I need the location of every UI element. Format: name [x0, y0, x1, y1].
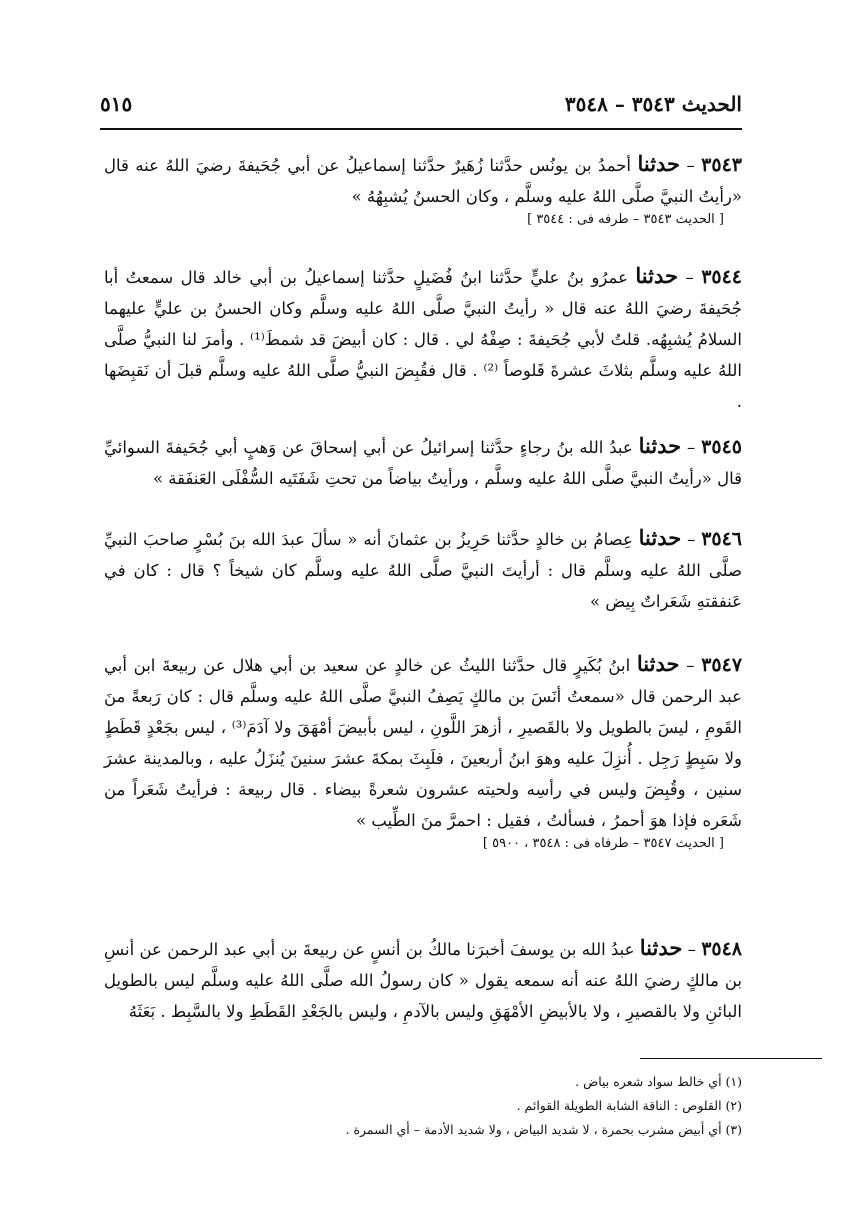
hadith-3547: ٣٥٤٧ – حدثنا ابنُ بُكَيرٍ قال حدَّثنا الليثُ عن خالدٍ عن سعيد بن أبي هلال عن ربيعةَ ابن أبي عبد الرحمن قال «سمعتُ أنَسَ بن مالكٍ يَصِفُ النبيَّ صلَّى اللهُ عليه وسلَّم قال : كان رَبعةً منَ القَومِ ، ليسَ بالطويل ولا بالقَصيرِ ، أزهرَ اللَّونِ ، ليس بأبيضَ أمْهَقَ ولا آدَمَ⁽³⁾ ، ليس بجَعْدٍ قَطَطٍ ولا سَبِطٍ رَجِل . أُنزِلَ عليه وهوَ ابنُ أربعينَ ، فلَبِثَ بمكةَ عشرَ سنينَ يُنزَلُ عليه ، وبالمدينة عشرَ سنين ، وقُبِضَ وليس في رأسِه ولحيته عشرون شعرةً بيضاء . قال ربيعة : فرأيتُ شَعَراً من شَعَره فإذا هوَ أحمرُ ، فسألتُ ، فقيل : احمرَّ منَ الطِّيب » [ الحديث ٣٥٤٧ – طرفاه فى : ٣٥٤٨ ، ٥٩٠٠ ] — [104, 648, 742, 854]
page-title: الحديث ٣٥٤٣ – ٣٥٤٨ — [564, 92, 742, 116]
hadith-label: حدثنا — [638, 433, 682, 458]
hadith-3548: ٣٥٤٨ – حدثنا عبدُ الله بن يوسفَ أخبرَنا مالكُ بن أنسٍ عن ربيعةَ بن أبي عبد الرحمن عن أنسِ بن مالكٍ رضيَ اللهُ عنه أنه سمعه يقول « كان رسولُ الله صلَّى اللهُ عليه وسلَّم ليس بالطويل البائنِ ولا بالقصيرِ ، ولا بالأبيضِ الأمْهَقِ وليس بالآدمِ ، وليس بالجَعْدِ القَطَطِ ولا بالسَّبِط . بَعَثَهُ — [104, 935, 743, 1021]
footnotes — [180, 1070, 742, 1142]
hadith-label: حدثنا — [638, 525, 682, 550]
hadith-text: عمرُو بنُ عليٍّ حدَّثنا ابنُ فُضَيلٍ حدَّثنا إسماعيلُ بن أبي خالد قال سمعتُ أبا جُحَيفةَ رضيَ اللهُ عنه قال « رأيتُ النبيَّ صلَّى اللهُ عليه وسلَّم وكان الحسنُ بن عليٍّ عليهما السلامُ يُشبِهُه. قلتُ لأبي جُحَيفةَ : صِفْهُ لي . قال : كان أبيضَ قد شمطَ⁽¹⁾ . وأمرَ لنا النبيُّ صلَّى اللهُ عليه وسلَّم بثلاثَ عشرةَ قَلوصاً ⁽²⁾ . قال فقُبِضَ النبيُّ صلَّى اللهُ عليه وسلَّم قبلَ أن نَقبِضَها . — [104, 268, 742, 411]
hadith-text: عبدُ الله بنُ رجاءٍ حدَّثنا إسرائيلُ عن أبي إسحاقَ عن وَهبٍ أبي جُحَيفةَ السوائيِّ قال «رأيتُ النبيَّ صلَّى اللهُ عليه وسلَّم ، ورأيتُ بياضاً من تحتِ شَفَتَيه السُّفْلَى العَنفَقة » — [104, 438, 742, 488]
hadith-label: حدثنا — [639, 935, 683, 960]
hadith-xref: [ الحديث ٣٥٤٧ – طرفاه فى : ٣٥٤٨ ، ٥٩٠٠ ] — [482, 836, 724, 851]
hadith-text: عِصامُ بن خالدٍ حدَّثنا حَرِيزُ بن عثمانَ أنه « سألَ عبدَ الله بنَ بُسْرٍ صاحبَ النبيِّ صلَّى اللهُ عليه وسلَّم قال : أرأيتَ النبيَّ صلَّى اللهُ عليه وسلَّم كان شيخاً ؟ قال : كان في عَنفقتهِ شَعَراتٌ بِيض » — [104, 530, 742, 611]
footnote: (٣) أي أبيض مشرب بحمرة ، لا شديد البياض ، ولا شديد الأدمة – أي السمرة . — [345, 1122, 742, 1137]
hadith-number: ٣٥٤٧ — [701, 654, 743, 676]
hadith-number: ٣٥٤٣ — [701, 154, 742, 176]
hadith-number: ٣٥٤٥ — [701, 436, 742, 458]
hadith-3546: ٣٥٤٦ – حدثنا عِصامُ بن خالدٍ حدَّثنا حَرِيزُ بن عثمانَ أنه « سألَ عبدَ الله بنَ بُسْرٍ صاحبَ النبيِّ صلَّى اللهُ عليه وسلَّم قال : أرأيتَ النبيَّ صلَّى اللهُ عليه وسلَّم كان شيخاً ؟ قال : كان في عَنفقتهِ شَعَراتٌ بِيض » — [104, 525, 743, 611]
page-header — [100, 92, 742, 128]
page-number: ٥١٥ — [100, 92, 133, 116]
hadith-number: ٣٥٤٨ — [701, 938, 743, 960]
hadith-text: عبدُ الله بن يوسفَ أخبرَنا مالكُ بن أنسٍ عن ربيعةَ بن أبي عبد الرحمن عن أنسِ بن مالكٍ رضيَ اللهُ عنه أنه سمعه يقول « كان رسولُ الله صلَّى اللهُ عليه وسلَّم ليس بالطويل البائنِ ولا بالقصيرِ ، ولا بالأبيضِ الأمْهَقِ وليس بالآدمِ ، وليس بالجَعْدِ القَطَطِ ولا بالسَّبِط . بَعَثَهُ — [104, 940, 742, 1021]
hadith-text: ابنُ بُكَيرٍ قال حدَّثنا الليثُ عن خالدٍ عن سعيد بن أبي هلال عن ربيعةَ ابن أبي عبد الرحمن قال «سمعتُ أنَسَ بن مالكٍ يَصِفُ النبيَّ صلَّى اللهُ عليه وسلَّم قال : كان رَبعةً منَ القَومِ ، ليسَ بالطويل ولا بالقَصيرِ ، أزهرَ اللَّونِ ، ليس بأبيضَ أمْهَقَ ولا آدَمَ⁽³⁾ ، ليس بجَعْدٍ قَطَطٍ ولا سَبِطٍ رَجِل . أُنزِلَ عليه وهوَ ابنُ أربعينَ ، فلَبِثَ بمكةَ عشرَ سنينَ يُنزَلُ عليه ، وبالمدينة عشرَ سنين ، وقُبِضَ وليس في رأسِه ولحيته عشرون شعرةً بيضاء . قال ربيعة : فرأيتُ شَعَراً من شَعَره فإذا هوَ أحمرُ ، فسألتُ ، فقيل : احمرَّ منَ الطِّيب » — [104, 656, 742, 830]
hadith-3545: ٣٥٤٥ – حدثنا عبدُ الله بنُ رجاءٍ حدَّثنا إسرائيلُ عن أبي إسحاقَ عن وَهبٍ أبي جُحَيفةَ السوائيِّ قال «رأيتُ النبيَّ صلَّى اللهُ عليه وسلَّم ، ورأيتُ بياضاً من تحتِ شَفَتَيه السُّفْلَى العَنفَقة » — [104, 433, 742, 488]
hadith-text: أحمدُ بن يونُس حدَّثنا زُهَيرٌ حدَّثنا إسماعيلُ عن أبي جُحَيفةَ رضيَ اللهُ عنه قال «رأيتُ النبيَّ صلَّى اللهُ عليه وسلَّم ، وكان الحسنُ يُشبِهُهُ » — [104, 156, 742, 206]
footnote: (١) أي خالط سواد شعره بياض . — [575, 1074, 742, 1089]
footnote-rule — [640, 1058, 822, 1059]
hadith-label: حدثنا — [636, 651, 680, 676]
hadith-label: حدثنا — [635, 263, 678, 288]
hadith-number: ٣٥٤٤ — [701, 266, 743, 288]
hadith-3544: ٣٥٤٤ – حدثنا عمرُو بنُ عليٍّ حدَّثنا ابنُ فُضَيلٍ حدَّثنا إسماعيلُ بن أبي خالد قال سمعتُ أبا جُحَيفةَ رضيَ اللهُ عنه قال « رأيتُ النبيَّ صلَّى اللهُ عليه وسلَّم وكان الحسنُ بن عليٍّ عليهما السلامُ يُشبِهُه. قلتُ لأبي جُحَيفةَ : صِفْهُ لي . قال : كان أبيضَ قد شمطَ⁽¹⁾ . وأمرَ لنا النبيُّ صلَّى اللهُ عليه وسلَّم بثلاثَ عشرةَ قَلوصاً ⁽²⁾ . قال فقُبِضَ النبيُّ صلَّى اللهُ عليه وسلَّم قبلَ أن نَقبِضَها . — [104, 263, 743, 411]
header-rule — [100, 128, 742, 130]
footnote: (٢) القلوص : الناقة الشابة الطويلة القوائم . — [516, 1098, 742, 1113]
hadith-3543: ٣٥٤٣ – حدثنا أحمدُ بن يونُس حدَّثنا زُهَيرٌ حدَّثنا إسماعيلُ عن أبي جُحَيفةَ رضيَ اللهُ عنه قال «رأيتُ النبيَّ صلَّى اللهُ عليه وسلَّم ، وكان الحسنُ يُشبِهُهُ » [ الحديث ٣٥٤٣ – طرفه فى : ٣٥٤٤ ] — [104, 148, 742, 230]
hadith-xref: [ الحديث ٣٥٤٣ – طرفه فى : ٣٥٤٤ ] — [527, 212, 724, 227]
hadith-label: حدثنا — [637, 151, 681, 176]
hadith-number: ٣٥٤٦ — [701, 528, 743, 550]
